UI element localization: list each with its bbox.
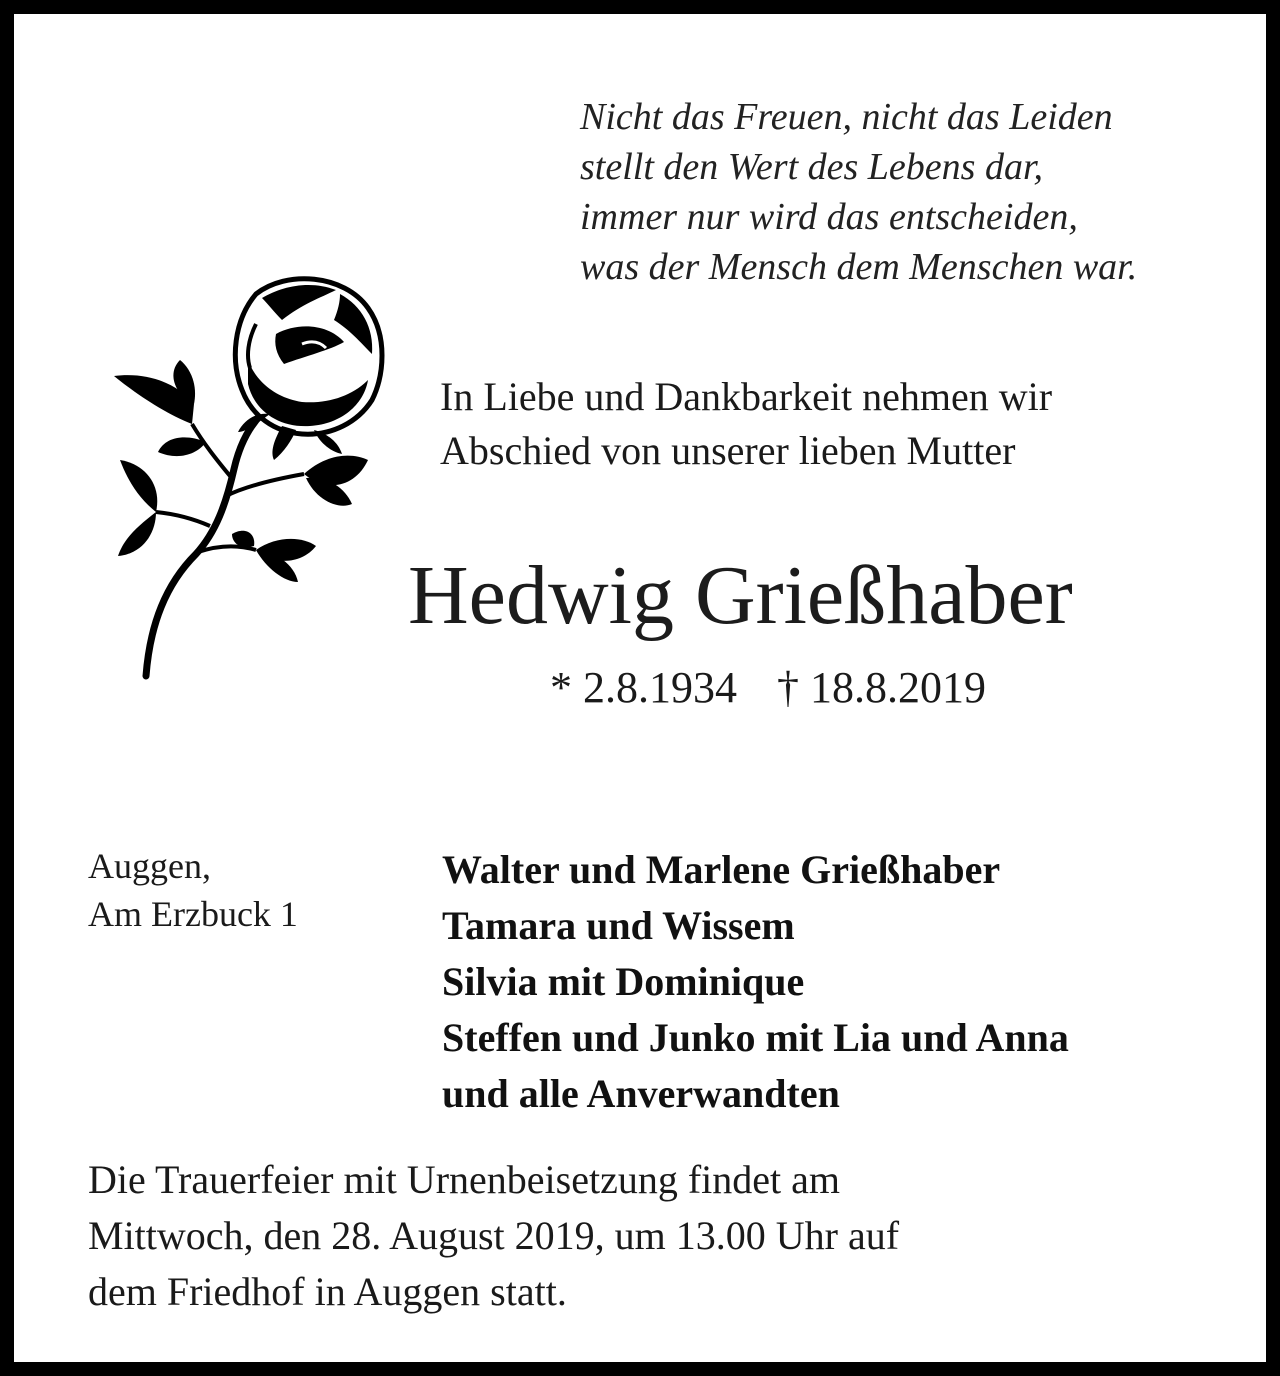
rose-icon [106,264,396,684]
address-block [88,842,298,938]
intro-line: Abschied von unserer lieben Mutter [440,428,1016,473]
mourner-line: Silvia mit Dominique [442,959,805,1004]
verse-quote [580,92,1137,292]
life-dates [550,660,986,716]
address-line: Auggen, [88,846,211,886]
mourner-line: und alle Anverwandten [442,1071,840,1116]
mourner-line: Steffen und Junko mit Lia und Anna [442,1015,1069,1060]
verse-line: Nicht das Freuen, nicht das Leiden [580,96,1113,138]
service-line: Mittwoch, den 28. August 2019, um 13.00 Uhr auf [88,1213,900,1258]
service-line: dem Friedhof in Auggen statt. [88,1269,567,1314]
address-line: Am Erzbuck 1 [88,894,298,934]
death-date: † 18.8.2019 [777,663,986,712]
mourners-list [442,842,1069,1122]
mourner-line: Tamara und Wissem [442,903,795,948]
deceased-name: Hedwig Grießhaber [408,549,1073,642]
funeral-service-info [88,1152,899,1320]
verse-line: immer nur wird das entscheiden, [580,196,1078,238]
birth-date: * 2.8.1934 [550,663,737,712]
intro-text [440,370,1052,478]
mourner-line: Walter und Marlene Grießhaber [442,847,1001,892]
service-line: Die Trauerfeier mit Urnenbeisetzung findet am [88,1157,840,1202]
verse-line: was der Mensch dem Menschen war. [580,246,1138,288]
intro-line: In Liebe und Dankbarkeit nehmen wir [440,374,1053,419]
verse-line: stellt den Wert des Lebens dar, [580,146,1044,188]
